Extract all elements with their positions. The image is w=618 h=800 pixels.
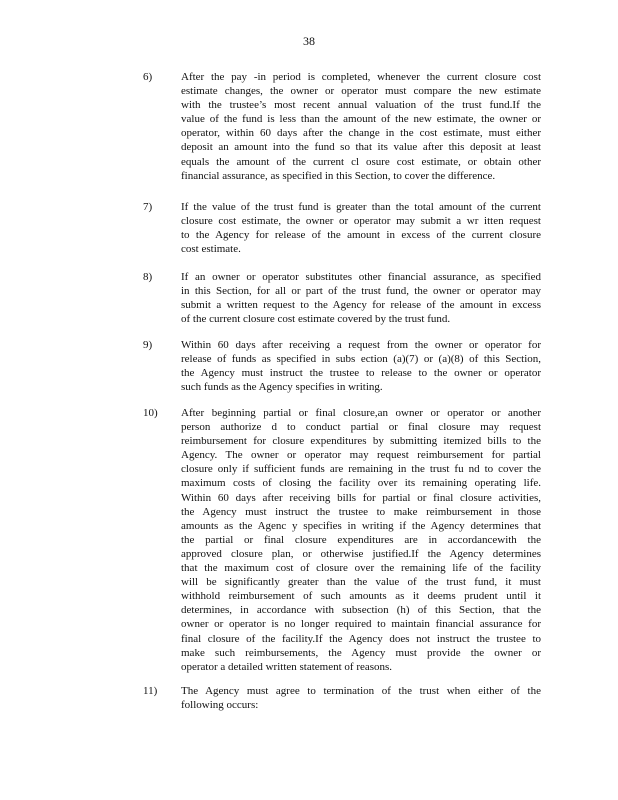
text-line: cost estimate.	[181, 243, 241, 256]
item-number: 11)	[143, 685, 158, 697]
text-line: submit a written request to the Agency for release of the amount in excess	[181, 299, 541, 312]
text-line: After beginning partial or final closure,an owner or operator or another	[181, 407, 541, 419]
text-line: amounts as the Agenc y specifies in writing if the Agency determines that	[181, 519, 541, 532]
text-line: determines, in accordance with subsection (h) of this Section, that the	[181, 604, 541, 617]
text-line: in this Section, for all or part of the trust fund, the owner or operator may	[181, 285, 541, 298]
text-line: closure only if sufficient funds are remaining in the trust fu nd to cover the	[181, 463, 541, 476]
text-line: final closure of the facility.If the Agency does not instruct the trustee to	[181, 632, 541, 645]
text-line: with the trustee’s most recent annual valuation of the trust fund.If the	[181, 99, 541, 112]
item-text	[181, 338, 541, 394]
text-line: equals the amount of the current cl osure cost estimate, or obtain other	[181, 155, 541, 168]
text-line: following occurs:	[181, 699, 259, 712]
text-line: Within 60 days after receiving a request from the owner or operator for	[181, 339, 541, 351]
text-line: reimbursement for closure expenditures by submitting itemized bills to the	[181, 435, 541, 448]
text-line: closure cost estimate, the owner or operator may submit a wr itten request	[181, 215, 541, 228]
text-line: make such reimbursements, the Agency must provide the owner or	[181, 646, 541, 659]
item-text	[181, 270, 541, 326]
text-line: Agency. The owner or operator may request reimbursement for partial	[181, 449, 541, 462]
text-line: Within 60 days after receiving bills for partial or final closure activities,	[181, 491, 541, 504]
item-text	[181, 200, 541, 256]
item-number: 10)	[143, 407, 158, 419]
text-line: the Agency must instruct the trustee to release to the owner or operator	[181, 367, 541, 380]
text-line: approved closure plan, or otherwise justified.If the Agency determines	[181, 547, 541, 560]
text-line: owner or operator is no longer required to maintain financial assurance for	[181, 618, 541, 631]
text-line: estimate changes, the owner or operator must compare the new estimate	[181, 85, 541, 98]
item-number: 9)	[143, 339, 153, 351]
text-line: that the maximum cost of closure over the remaining life of the facility	[181, 562, 541, 575]
item-text	[181, 70, 541, 183]
text-line: The Agency must agree to termination of the trust when either of the	[181, 685, 541, 697]
text-line: such funds as the Agency specifies in writing.	[181, 381, 383, 394]
text-line: to the Agency for release of the amount in excess of the current closure	[181, 229, 541, 242]
item-number: 8)	[143, 271, 153, 283]
text-line: release of funds as specified in subs ection (a)(7) or (a)(8) of this Section,	[181, 353, 541, 366]
text-line: operator, within 60 days after the change in the cost estimate, must either	[181, 127, 541, 140]
text-line: value of the fund is less than the amount of the new estimate, the owner or	[181, 113, 541, 126]
text-line: person authorize d to conduct partial or final closure may request	[181, 421, 541, 434]
item-text	[181, 684, 541, 712]
item-number: 6)	[143, 71, 153, 83]
text-line: withhold reimbursement of such amounts as it deems prudent until it	[181, 590, 541, 603]
text-line: deposit an amount into the fund so that its value after this deposit at least	[181, 141, 541, 154]
text-line: operator a detailed written statement of reasons.	[181, 660, 393, 673]
text-line: the partial or final closure expenditures are in accordancewith the	[181, 533, 541, 546]
text-line: After the pay -in period is completed, whenever the current closure cost	[181, 71, 541, 83]
text-line: If an owner or operator substitutes other financial assurance, as specified	[181, 271, 541, 283]
text-line: maximum costs of closing the facility over its remaining operating life.	[181, 477, 541, 490]
page-number: 38	[303, 34, 315, 48]
text-line: financial assurance, as specified in this Section, to cover the difference.	[181, 169, 496, 182]
text-line: If the value of the trust fund is greater than the total amount of the current	[181, 201, 541, 213]
item-number: 7)	[143, 201, 153, 213]
text-line: the Agency must instruct the trustee to make reimbursement in those	[181, 505, 541, 518]
text-line: of the current closure cost estimate covered by the trust fund.	[181, 313, 451, 326]
item-text	[181, 406, 541, 674]
text-line: will be significantly greater than the value of the trust fund, it must	[181, 576, 541, 589]
